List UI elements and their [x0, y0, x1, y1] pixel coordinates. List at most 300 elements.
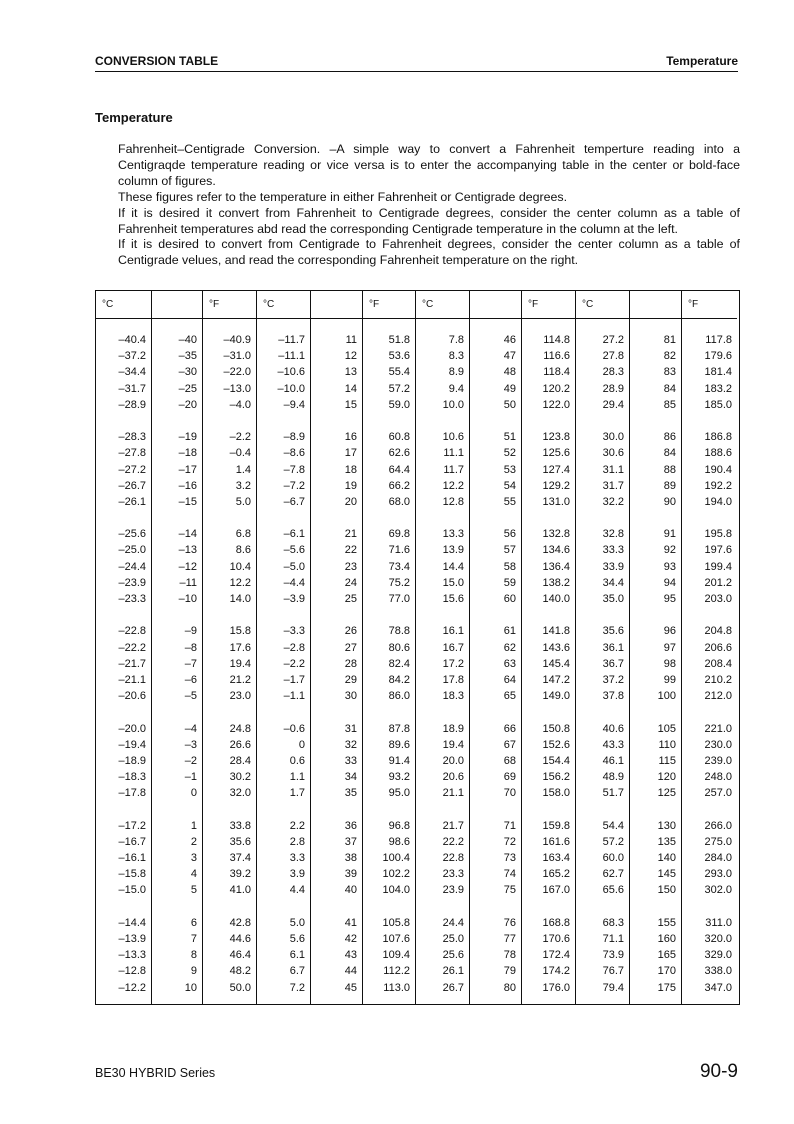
group-spacer [203, 899, 251, 915]
table-cell: 40 [344, 884, 357, 897]
table-cell: 125 [657, 787, 676, 800]
table-cell: 25.6 [442, 949, 464, 962]
table-cell: –8.6 [283, 447, 305, 460]
table-cell: 46.4 [229, 949, 251, 962]
table-cell: 161.6 [542, 835, 570, 848]
table-cell: –13.0 [223, 382, 251, 395]
table-cell: 43.3 [602, 738, 624, 751]
table-cell: 152.6 [542, 738, 570, 751]
table-cell: 204.8 [704, 625, 732, 638]
table-cell: 92 [663, 544, 676, 557]
table-cell: 150 [657, 884, 676, 897]
table-cell: 71.6 [388, 544, 410, 557]
table-cell: 65 [503, 690, 516, 703]
table-cell: 80.6 [388, 641, 410, 654]
group-spacer [470, 704, 516, 720]
table-column-reference [310, 291, 362, 1004]
table-cell: 212.0 [704, 690, 732, 703]
table-cell: 23 [344, 560, 357, 573]
column-body [470, 319, 521, 996]
table-cell: –3 [184, 738, 197, 751]
group-spacer [257, 413, 305, 429]
page-number: 90-9 [699, 1061, 738, 1082]
column-body [257, 319, 310, 996]
column-body [96, 319, 151, 996]
table-cell: –6 [184, 673, 197, 686]
table-cell: 97 [663, 641, 676, 654]
table-cell: 175 [657, 981, 676, 994]
table-column-celsius [415, 291, 469, 1004]
table-cell: 96.8 [388, 819, 410, 832]
table-cell: 29.4 [602, 398, 624, 411]
table-cell: 113.0 [383, 981, 410, 994]
group-spacer [470, 510, 516, 526]
table-cell: 37.8 [602, 690, 624, 703]
group-spacer [152, 899, 197, 915]
table-cell: 67 [503, 738, 516, 751]
table-cell: –1.1 [283, 690, 305, 703]
table-cell: 20 [344, 495, 357, 508]
table-cell: 65.6 [602, 884, 624, 897]
table-cell: 42 [344, 932, 357, 945]
table-cell: 71.1 [602, 932, 624, 945]
table-cell: 75 [503, 884, 516, 897]
table-cell: 199.4 [704, 560, 732, 573]
table-cell: 54 [503, 479, 516, 492]
table-cell: –6.7 [283, 495, 305, 508]
column-body [576, 319, 629, 996]
table-cell: 2 [190, 835, 197, 848]
table-cell: 20.6 [442, 771, 464, 784]
table-cell: 127.4 [542, 463, 570, 476]
table-cell: 8.9 [448, 366, 464, 379]
table-cell: 14.0 [229, 593, 251, 605]
table-cell: –23.9 [118, 576, 146, 589]
group-spacer [416, 413, 464, 429]
table-cell: 17.2 [442, 657, 464, 670]
table-cell: 110 [658, 738, 676, 751]
table-cell: 15.6 [442, 593, 464, 605]
table-cell: 32.2 [602, 495, 624, 508]
table-cell: 49 [503, 382, 516, 395]
table-column-fahrenheit [362, 291, 415, 1004]
group-spacer [576, 413, 624, 429]
table-cell: –2.2 [229, 431, 251, 444]
table-cell: 154.4 [542, 754, 570, 767]
table-cell: 181.4 [704, 366, 732, 379]
table-column-reference [469, 291, 521, 1004]
table-cell: 33.3 [602, 544, 624, 557]
table-cell: 188.6 [704, 447, 732, 460]
table-cell: 2.8 [289, 835, 305, 848]
column-body [682, 319, 737, 996]
table-cell: –24.4 [118, 560, 146, 573]
table-cell: –26.1 [118, 495, 146, 508]
table-cell: 76 [503, 916, 516, 929]
table-cell: 24.4 [442, 916, 464, 929]
table-cell: 52 [503, 447, 516, 460]
group-spacer [522, 899, 570, 915]
table-cell: 39.2 [229, 868, 251, 881]
group-spacer [152, 801, 197, 817]
table-cell: 131.0 [542, 495, 570, 508]
table-column-fahrenheit [202, 291, 256, 1004]
table-cell: 30.2 [229, 771, 251, 784]
table-cell: 91.4 [388, 754, 410, 767]
group-spacer [96, 510, 146, 526]
column-header: °C [416, 291, 469, 319]
table-cell: 68 [503, 754, 516, 767]
table-cell: –35 [178, 350, 197, 363]
table-cell: –0.4 [229, 447, 251, 460]
group-spacer [576, 510, 624, 526]
table-cell: –17.2 [118, 819, 146, 832]
table-cell: 1 [190, 819, 197, 832]
group-spacer [203, 413, 251, 429]
table-cell: 13 [344, 366, 357, 379]
group-spacer [576, 704, 624, 720]
table-cell: 248.0 [704, 771, 732, 784]
table-cell: 55 [503, 495, 516, 508]
table-cell: 28.4 [229, 754, 251, 767]
group-spacer [96, 413, 146, 429]
table-cell: 40.6 [602, 722, 624, 735]
group-spacer [470, 899, 516, 915]
table-cell: 24.8 [229, 722, 251, 735]
group-spacer [522, 704, 570, 720]
table-cell: –4.4 [283, 576, 305, 589]
table-cell: –21.1 [118, 673, 146, 686]
table-cell: 125.6 [542, 447, 570, 460]
table-cell: 6 [190, 916, 197, 929]
table-cell: 25.0 [442, 932, 464, 945]
section-title: Temperature [95, 110, 173, 125]
table-cell: 50.0 [229, 981, 251, 994]
table-cell: 168.8 [542, 916, 570, 929]
table-cell: 158.0 [542, 787, 570, 800]
table-cell: –40 [178, 334, 197, 346]
table-cell: 43 [344, 949, 357, 962]
table-cell: –1 [184, 771, 197, 784]
table-cell: 7.2 [289, 981, 305, 994]
group-spacer [203, 510, 251, 526]
group-spacer [630, 510, 676, 526]
table-cell: –11 [179, 576, 197, 589]
table-cell: 77.0 [388, 593, 410, 605]
table-cell: 10 [184, 981, 197, 994]
table-cell: 5.0 [235, 495, 251, 508]
table-cell: 88 [663, 463, 676, 476]
table-cell: 3 [190, 852, 197, 864]
table-cell: 28.9 [602, 382, 624, 395]
table-cell: 71 [503, 819, 516, 832]
table-cell: 31 [344, 722, 357, 735]
table-cell: 48.2 [229, 965, 251, 978]
table-cell: 138.2 [542, 576, 570, 589]
table-cell: 39 [344, 868, 357, 881]
table-cell: 87.8 [388, 722, 410, 735]
table-cell: 95.0 [388, 787, 410, 800]
table-cell: 62.6 [388, 447, 410, 460]
table-cell: 9 [190, 965, 197, 978]
table-column-reference [629, 291, 681, 1004]
table-cell: 84 [663, 447, 676, 460]
table-cell: 48 [503, 366, 516, 379]
table-cell: 31.7 [602, 479, 624, 492]
table-cell: 206.6 [704, 641, 732, 654]
table-cell: 73 [503, 852, 516, 864]
table-cell: 33.8 [229, 819, 251, 832]
table-cell: 100.4 [382, 852, 410, 864]
table-cell: –10.6 [277, 366, 305, 379]
table-cell: 13.3 [442, 528, 464, 541]
table-cell: 105 [657, 722, 676, 735]
table-cell: –2.8 [283, 641, 305, 654]
group-spacer [96, 607, 146, 623]
table-cell: 12.8 [442, 495, 464, 508]
table-cell: –18 [178, 447, 197, 460]
table-cell: 95 [663, 593, 676, 605]
table-cell: 85 [663, 398, 676, 411]
group-spacer [576, 801, 624, 817]
group-spacer [470, 801, 516, 817]
table-cell: –19.4 [118, 738, 146, 751]
column-header: °F [363, 291, 415, 319]
table-cell: 57.2 [388, 382, 410, 395]
table-cell: 221.0 [704, 722, 732, 735]
table-cell: 149.0 [542, 690, 570, 703]
table-cell: –13 [178, 544, 197, 557]
table-cell: 195.8 [704, 528, 732, 541]
table-cell: 185.0 [704, 398, 732, 411]
group-spacer [682, 510, 732, 526]
footer-series: BE30 HYBRID Series [95, 1066, 216, 1080]
table-cell: –10.0 [277, 382, 305, 395]
table-cell: 6.8 [235, 528, 251, 541]
table-cell: 12 [344, 350, 357, 363]
table-cell: 54.4 [602, 819, 624, 832]
table-cell: 64.4 [388, 463, 410, 476]
table-cell: 32.8 [602, 528, 624, 541]
table-cell: 0 [190, 787, 197, 800]
table-cell: 73.4 [388, 560, 410, 573]
table-cell: 1.7 [289, 787, 305, 800]
intro-paragraph: Fahrenheit–Centigrade Conversion. –A simple way to convert a Fahrenheit temperture reading into a Centigraqde temperature reading or vice versa is to enter the accompanying table in the center or bold-face column of figures. [118, 142, 740, 188]
column-header: °C [96, 291, 151, 319]
table-cell: 41.0 [229, 884, 251, 897]
column-header: °C [257, 291, 310, 319]
table-cell: 11 [345, 334, 357, 346]
table-cell: 11.7 [443, 463, 464, 476]
table-cell: –23.3 [118, 593, 146, 605]
table-cell: 141.8 [542, 625, 570, 638]
table-cell: –12 [178, 560, 197, 573]
table-cell: 82.4 [388, 657, 410, 670]
table-cell: 3.9 [289, 868, 305, 881]
table-column-celsius [96, 291, 151, 1004]
table-cell: 27.8 [602, 350, 624, 363]
header-section: Temperature [666, 54, 738, 68]
table-cell: 34 [344, 771, 357, 784]
group-spacer [311, 704, 357, 720]
table-cell: 51 [503, 431, 516, 444]
table-cell: 130 [657, 819, 676, 832]
table-cell: –5.6 [283, 544, 305, 557]
table-cell: 102.2 [382, 868, 410, 881]
table-cell: 239.0 [704, 754, 732, 767]
table-cell: 186.8 [704, 431, 732, 444]
group-spacer [152, 510, 197, 526]
table-cell: 201.2 [704, 576, 732, 589]
table-cell: –22.2 [118, 641, 146, 654]
group-spacer [257, 607, 305, 623]
group-spacer [363, 801, 410, 817]
table-cell: 155 [657, 916, 676, 929]
column-body [630, 319, 681, 996]
table-cell: 98 [663, 657, 676, 670]
table-cell: 338.0 [704, 965, 732, 978]
table-cell: 86 [663, 431, 676, 444]
table-cell: 20.0 [442, 754, 464, 767]
table-cell: 80 [503, 981, 516, 994]
table-cell: 17.6 [229, 641, 251, 654]
table-cell: 57.2 [602, 835, 624, 848]
table-cell: 129.2 [542, 479, 570, 492]
table-cell: 17 [344, 447, 357, 460]
table-cell: –30 [178, 366, 197, 379]
table-cell: 163.4 [542, 852, 570, 864]
table-cell: –5.0 [283, 560, 305, 573]
table-cell: 147.2 [542, 673, 570, 686]
group-spacer [630, 801, 676, 817]
table-cell: 23.9 [442, 884, 464, 897]
table-cell: 83 [663, 366, 676, 379]
table-cell: 7.8 [448, 334, 464, 346]
table-cell: 329.0 [704, 949, 732, 962]
table-cell: 112.2 [383, 965, 410, 978]
table-cell: –11.1 [278, 350, 305, 363]
group-spacer [682, 801, 732, 817]
table-cell: 74 [503, 868, 516, 881]
table-cell: 23.3 [442, 868, 464, 881]
group-spacer [522, 413, 570, 429]
group-spacer [363, 899, 410, 915]
table-cell: 115 [658, 754, 676, 767]
table-cell: 66 [503, 722, 516, 735]
table-cell: –5 [184, 690, 197, 703]
table-cell: 21 [344, 528, 357, 541]
table-cell: 6.7 [289, 965, 305, 978]
group-spacer [682, 899, 732, 915]
table-cell: 64 [503, 673, 516, 686]
table-cell: 57 [503, 544, 516, 557]
table-cell: 28 [344, 657, 357, 670]
table-cell: –22.8 [118, 625, 146, 638]
group-spacer [152, 704, 197, 720]
table-cell: 35.6 [602, 625, 624, 638]
table-cell: 17.8 [442, 673, 464, 686]
table-cell: 114.8 [543, 334, 570, 346]
table-cell: 293.0 [704, 868, 732, 881]
table-column-celsius [575, 291, 629, 1004]
table-cell: –6.1 [283, 528, 305, 541]
table-cell: 34.4 [602, 576, 624, 589]
table-cell: 10.4 [229, 560, 251, 573]
table-cell: 78 [503, 949, 516, 962]
table-cell: –18.9 [118, 754, 146, 767]
table-cell: 208.4 [704, 657, 732, 670]
table-cell: 5 [190, 884, 197, 897]
table-cell: –14.4 [118, 916, 146, 929]
table-cell: 118.4 [543, 366, 570, 379]
table-cell: –40.4 [118, 334, 146, 346]
table-cell: 36 [344, 819, 357, 832]
table-cell: 18 [344, 463, 357, 476]
table-cell: –7.8 [283, 463, 305, 476]
table-cell: 32 [344, 738, 357, 751]
table-cell: 75.2 [388, 576, 410, 589]
group-spacer [257, 801, 305, 817]
group-spacer [311, 607, 357, 623]
table-cell: 8.6 [235, 544, 251, 557]
group-spacer [257, 704, 305, 720]
column-body [203, 319, 256, 996]
table-cell: 36.1 [602, 641, 624, 654]
group-spacer [311, 413, 357, 429]
group-spacer [416, 607, 464, 623]
table-cell: 347.0 [704, 981, 732, 994]
table-cell: 120.2 [542, 382, 570, 395]
table-cell: 21.1 [442, 787, 464, 800]
group-spacer [311, 801, 357, 817]
intro-paragraph: These figures refer to the temperature in either Fahrenheit or Centigrade degrees. [118, 189, 568, 204]
group-spacer [416, 801, 464, 817]
table-cell: 53.6 [388, 350, 410, 363]
table-cell: 38 [344, 852, 357, 864]
table-cell: 70 [503, 787, 516, 800]
column-header [152, 291, 202, 319]
column-body [363, 319, 415, 996]
table-cell: 19 [344, 479, 357, 492]
table-cell: 51.7 [602, 787, 624, 800]
intro-paragraph: If it is desired it convert from Fahrenheit to Centigrade degrees, consider the center column as a table of Fahrenheit temperatures abd read the corresponding Centigrade temperature in the column at the left. [118, 205, 740, 236]
table-cell: 68.3 [602, 916, 624, 929]
column-header: °F [522, 291, 575, 319]
table-cell: –16 [178, 479, 197, 492]
table-cell: –15 [178, 495, 197, 508]
table-cell: 170.6 [542, 932, 570, 945]
group-spacer [576, 607, 624, 623]
group-spacer [470, 413, 516, 429]
table-cell: 10.0 [442, 398, 464, 411]
table-cell: 56 [503, 528, 516, 541]
table-cell: –20.6 [118, 690, 146, 703]
table-cell: 33.9 [602, 560, 624, 573]
table-cell: 59.0 [388, 398, 410, 411]
table-cell: 60.0 [602, 852, 624, 864]
table-cell: –0.6 [283, 722, 305, 735]
intro-text [118, 142, 740, 269]
table-cell: –1.7 [283, 673, 305, 686]
table-cell: 11.1 [443, 447, 464, 460]
group-spacer [416, 704, 464, 720]
table-cell: 156.2 [542, 771, 570, 784]
table-cell: 93.2 [388, 771, 410, 784]
table-cell: 18.9 [442, 722, 464, 735]
table-cell: 12.2 [442, 479, 464, 492]
table-cell: 19.4 [442, 738, 464, 751]
table-cell: 33 [344, 754, 357, 767]
